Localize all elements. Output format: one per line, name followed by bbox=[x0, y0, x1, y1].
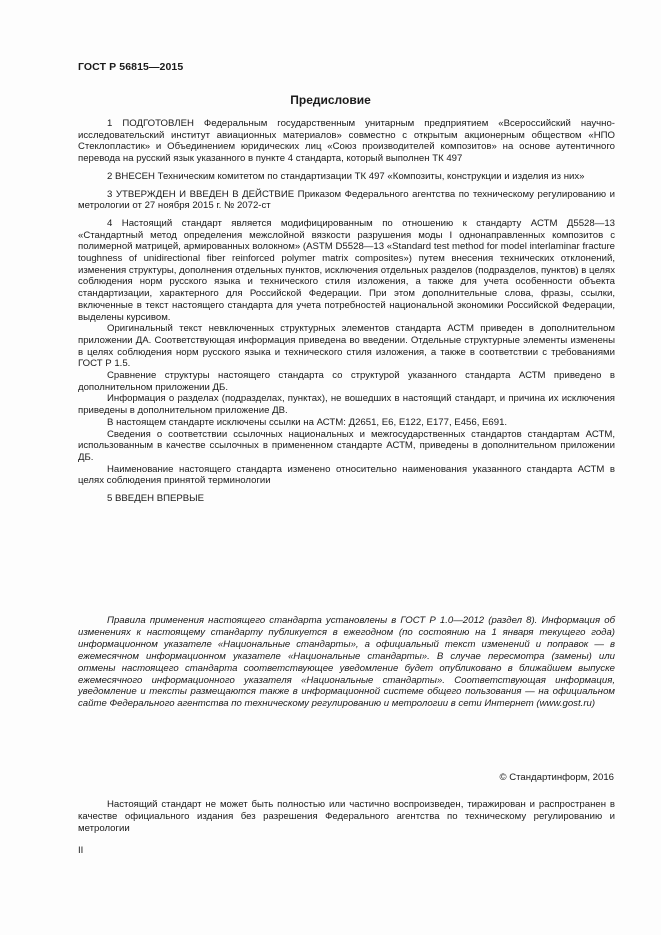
preface-body bbox=[78, 118, 615, 505]
paragraph-modified: 4 Настоящий стандарт является модифицированным по отношению к стандарту АСТМ Д5528—13 «Стандартный метод определения межслойной вязкости разрушения моды I однонаправленных композитов с полимерной матрицей, армированных волокном» (ASTM D5528—13 «Standard test method for model interlaminar fracture toughness of unidirectional fiber reinforced polymer matrix composites») путем внесения технических отклонений, изменения структуры, дополнения отдельных пунктов, исключения отдельных разделов (подразделов, пунктов) в целях соблюдения норм русского языка и технического стиля изложения, а также для учета особенности объекта стандартизации, характерного для Российской Федерации. При этом дополнительные слова, фразы, ссылки, включенные в текст настоящего стандарта для учета потребностей национальной экономики Российской Федерации, выделены курсивом. bbox=[78, 217, 615, 323]
paragraph-approved: 3 УТВЕРЖДЕН И ВВЕДЕН В ДЕЙСТВИЕ Приказом Федерального агентства по техническому регулированию и метрологии от 27 ноября 2015 г. № 2072-ст bbox=[78, 188, 615, 212]
paragraph-submitted: 2 ВНЕСЕН Техническим комитетом по стандартизации ТК 497 «Композиты, конструкции и изделия из них» bbox=[107, 170, 585, 182]
paragraph-first-introduced: 5 ВВЕДЕН ВПЕРВЫЕ bbox=[107, 493, 205, 505]
notice-text: Правила применения настоящего стандарта установлены в ГОСТ Р 1.0—2012 (раздел 8). Информация об изменениях к настоящему стандарту публикуется в ежегодном (по состоянию на 1 января текущего года) информационном указателе «Национальные стандарты», а официальный текст изменений и поправок — в ежемесячном информационном указателе «Национальные стандарты». В случае пересмотра (замены) или отмены настоящего стандарта соответствующее уведомление будет опубликовано в ближайшем выпуске ежемесячного информационного указателя «Национальные стандарты». Соответствующая информация, уведомление и тексты размещаются также в информационной системе общего пользования — на официальном сайте Федерального агентства по техническому регулированию и метрологии в сети Интернет (www.gost.ru) bbox=[78, 615, 615, 710]
paragraph-original-text: Оригинальный текст невключенных структурных элементов стандарта АСТМ приведен в дополнительном приложении ДА. Соответствующая информация приведена во введении. Отдельные структурные элементы изменены в целях соблюдения норм русского языка и технического стиля изложения, а также в соответствии с требованиями ГОСТ Р 1.5. bbox=[78, 323, 615, 370]
reproduction-text: Настоящий стандарт не может быть полностью или частично воспроизведен, тиражирован и распространен в качестве официального издания без разрешения Федерального агентства по техническому регулированию и метрологии bbox=[78, 799, 615, 834]
paragraph-excluded-refs: В настоящем стандарте исключены ссылки на АСТМ: Д2651, E6, E122, E177, E456, E691. bbox=[107, 416, 508, 428]
document-code: ГОСТ Р 56815—2015 bbox=[78, 61, 184, 73]
reproduction-notice bbox=[78, 799, 615, 835]
rules-notice bbox=[78, 615, 615, 710]
paragraph-prepared: 1 ПОДГОТОВЛЕН Федеральным государственным унитарным предприятием «Всероссийский научно-исследовательский институт авиационных материалов» совместно с открытым акционерным обществом «НПО Стеклопластик» и Объединением юридических лиц «Союз производителей композитов» на основе аутентичного перевода на русский язык указанного в пункте 4 стандарта, который выполнен ТК 497 bbox=[78, 118, 615, 165]
paragraph-structure-comparison: Сравнение структуры настоящего стандарта со структурой указанного стандарта АСТМ приведено в дополнительном приложении ДБ. bbox=[78, 370, 615, 393]
copyright: © Стандартинформ, 2016 bbox=[499, 772, 614, 783]
paragraph-reference-info: Сведения о соответствии ссылочных национальных и межгосударственных стандартов стандартам АСТМ, использованным в качестве ссылочных в примененном стандарте АСТМ, приведены в дополнительном приложении ДБ. bbox=[78, 428, 615, 463]
paragraph-title-change: Наименование настоящего стандарта изменено относительно наименования указанного стандарта АСТМ в целях соблюдения принятой терминологии bbox=[78, 463, 615, 487]
page-title: Предисловие bbox=[290, 93, 371, 107]
page-number: II bbox=[78, 845, 84, 856]
paragraph-excluded-info: Информация о разделах (подразделах, пунктах), не вошедших в настоящий стандарт, и причина их исключения приведены в дополнительном приложение ДВ. bbox=[78, 393, 615, 417]
